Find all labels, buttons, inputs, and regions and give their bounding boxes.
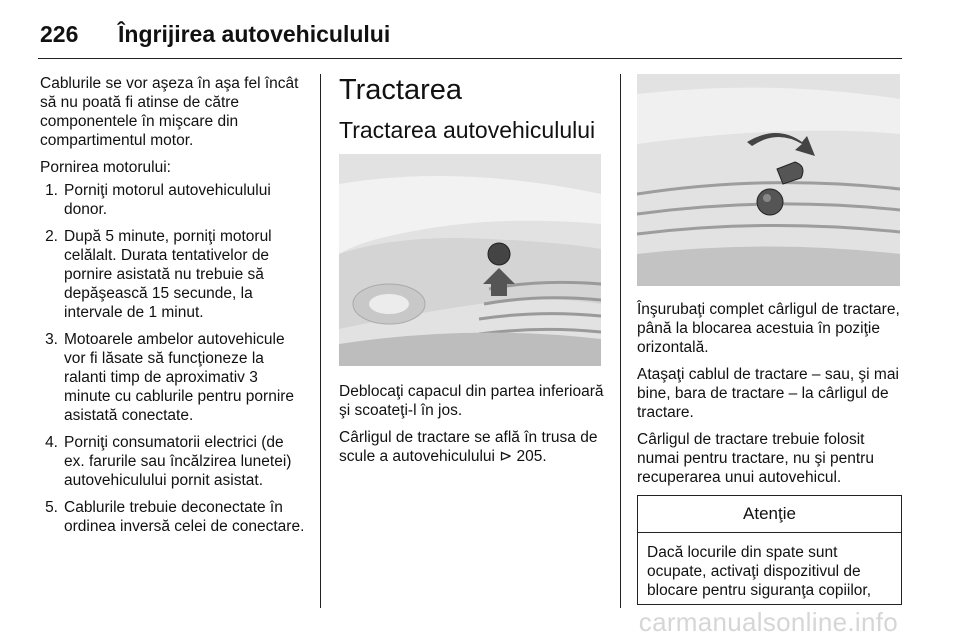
list-item: 3. Motoarele ambelor autovehicule vor fi lăsate să funcţioneze la ralanti timp de aproximativ 3 minute cu cablurile pentru pornire asistată conectate.: [45, 331, 295, 424]
tow-hook-illustration: [637, 74, 900, 286]
page-header: [40, 14, 390, 54]
column-divider: [320, 74, 321, 608]
section-subheading: Tractarea autovehiculului: [339, 117, 596, 143]
column-jump-start: [40, 74, 308, 544]
start-steps-list: [40, 181, 308, 536]
column-divider: [620, 74, 621, 608]
page-number: 226: [40, 20, 79, 47]
warning-title: Atenţie: [638, 496, 901, 533]
tow-hook-paragraph-2: Ataşaţi cablul de tractare – sau, şi mai bine, bara de tractare – la cârligul de tractare.: [637, 366, 899, 421]
warning-box: [637, 495, 902, 605]
column-tow-hook: [637, 74, 902, 605]
list-item: 1. Porniţi motorul autovehiculului donor.: [45, 182, 271, 218]
list-item: 2. După 5 minute, porniţi motorul celălalt. Durata tentativelor de pornire asistată nu trebuie să depăşească 15 secunde, la intervale de 1 minut.: [45, 228, 272, 321]
intro-paragraph: Cablurile se vor aşeza în aşa fel încât să nu poată fi atinse de către componentele în mişcare din compartimentul motor.: [40, 75, 299, 149]
tow-hook-paragraph-1: Înşurubaţi complet cârligul de tractare, până la blocarea acestuia în poziţie orizontală.: [637, 301, 900, 356]
header-divider: [38, 58, 902, 59]
list-item: 5. Cablurile trebuie deconectate în ordinea inversă celei de conectare.: [45, 499, 305, 535]
watermark: carmanualsonline.info: [638, 607, 898, 637]
towing-paragraph-1: Deblocaţi capacul din partea inferioară şi scoateţi-l în jos.: [339, 383, 604, 419]
section-heading: Tractarea: [339, 74, 463, 106]
page-title: Îngrijirea autovehiculului: [118, 20, 391, 47]
warning-text: Dacă locurile din spate sunt ocupate, activaţi dispozitivul de blocare pentru siguranţa copiilor,: [647, 544, 872, 599]
column-towing: [339, 74, 607, 474]
tow-hook-paragraph-3: Cârligul de tractare trebuie folosit numai pentru tractare, nu şi pentru recuperarea unui autovehicul.: [637, 431, 874, 486]
bumper-cover-illustration: [339, 154, 601, 366]
start-label: Pornirea motorului:: [40, 159, 171, 176]
towing-paragraph-2: Cârligul de tractare se află în trusa de scule a autovehiculului ⊳ 205.: [339, 429, 598, 465]
list-item: 4. Porniţi consumatorii electrici (de ex. farurile sau încălzirea lunetei) autovehiculului pornit asistat.: [45, 434, 292, 489]
